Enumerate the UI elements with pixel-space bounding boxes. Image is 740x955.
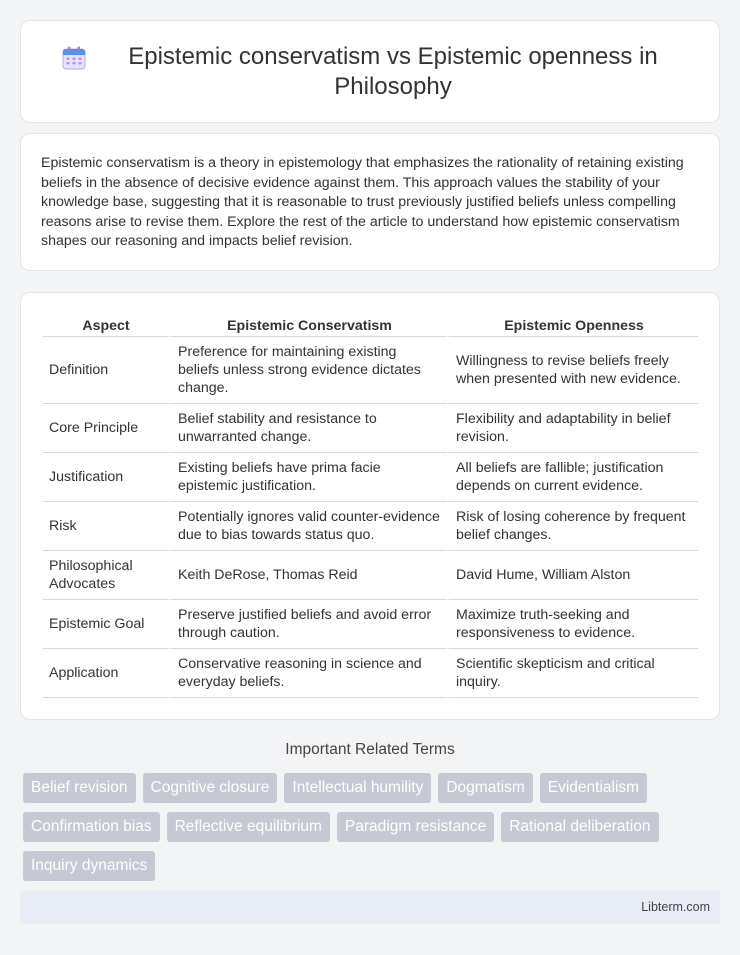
page-title: Epistemic conservatism vs Epistemic openness in Philosophy xyxy=(128,42,658,100)
table-row xyxy=(43,337,698,404)
term-tag[interactable]: Cognitive closure xyxy=(143,773,278,803)
row-conservatism: Belief stability and resistance to unwarranted change. xyxy=(169,404,447,453)
term-tag[interactable]: Confirmation bias xyxy=(23,812,160,842)
intro-text: Epistemic conservatism is a theory in epistemology that emphasizes the rationality of retaining existing beliefs in the absence of decisive evidence against them. This approach values the stability of your knowledge base, suggesting that it is reasonable to trust previously justified beliefs unless compelling reasons arise to revise them. Explore the rest of the article to understand how epistemic conservatism shapes our reasoning and impacts belief revision. xyxy=(41,155,684,250)
row-aspect: Application xyxy=(43,649,169,698)
row-conservatism: Potentially ignores valid counter-evidence due to bias towards status quo. xyxy=(169,502,447,551)
comparison-table xyxy=(43,313,698,698)
row-aspect: Risk xyxy=(43,502,169,551)
term-tag[interactable]: Inquiry dynamics xyxy=(23,851,155,881)
term-tag[interactable]: Rational deliberation xyxy=(501,812,658,842)
table-row xyxy=(43,404,698,453)
related-terms-title: Important Related Terms xyxy=(285,741,455,758)
term-tag[interactable]: Reflective equilibrium xyxy=(167,812,330,842)
row-conservatism: Preference for maintaining existing beliefs unless strong evidence dictates change. xyxy=(169,337,447,404)
table-row xyxy=(43,600,698,649)
row-conservatism: Conservative reasoning in science and everyday beliefs. xyxy=(169,649,447,698)
row-conservatism: Existing beliefs have prima facie epistemic justification. xyxy=(169,453,447,502)
row-openness: David Hume, William Alston xyxy=(447,551,698,600)
row-openness: Risk of losing coherence by frequent belief changes. xyxy=(447,502,698,551)
row-aspect: Core Principle xyxy=(43,404,169,453)
footer xyxy=(20,891,720,924)
term-tag[interactable]: Paradigm resistance xyxy=(337,812,494,842)
row-aspect: Philosophical Advocates xyxy=(43,551,169,600)
row-openness: Flexibility and adaptability in belief revision. xyxy=(447,404,698,453)
row-conservatism: Keith DeRose, Thomas Reid xyxy=(169,551,447,600)
row-openness: Maximize truth-seeking and responsiveness to evidence. xyxy=(447,600,698,649)
row-openness: All beliefs are fallible; justification depends on current evidence. xyxy=(447,453,698,502)
row-openness: Scientific skepticism and critical inquiry. xyxy=(447,649,698,698)
row-openness: Willingness to revise beliefs freely when presented with new evidence. xyxy=(447,337,698,404)
table-row xyxy=(43,649,698,698)
table-row xyxy=(43,551,698,600)
comparison-card xyxy=(20,292,720,720)
term-tag[interactable]: Intellectual humility xyxy=(284,773,431,803)
header-openness: Epistemic Openness xyxy=(447,313,698,337)
row-aspect: Definition xyxy=(43,337,169,404)
header-aspect: Aspect xyxy=(43,313,169,337)
table-header-row xyxy=(43,313,698,337)
row-conservatism: Preserve justified beliefs and avoid error through caution. xyxy=(169,600,447,649)
term-tag[interactable]: Belief revision xyxy=(23,773,136,803)
intro-card xyxy=(20,133,720,271)
row-aspect: Justification xyxy=(43,453,169,502)
row-aspect: Epistemic Goal xyxy=(43,600,169,649)
table-row xyxy=(43,453,698,502)
term-tag[interactable]: Dogmatism xyxy=(438,773,532,803)
calendar-icon xyxy=(61,45,87,71)
header-card xyxy=(20,20,720,123)
term-tag[interactable]: Evidentialism xyxy=(540,773,647,803)
footer-site-link[interactable]: Libterm.com xyxy=(641,900,710,914)
header-conservatism: Epistemic Conservatism xyxy=(169,313,447,337)
table-row xyxy=(43,502,698,551)
related-terms-list xyxy=(23,773,723,881)
